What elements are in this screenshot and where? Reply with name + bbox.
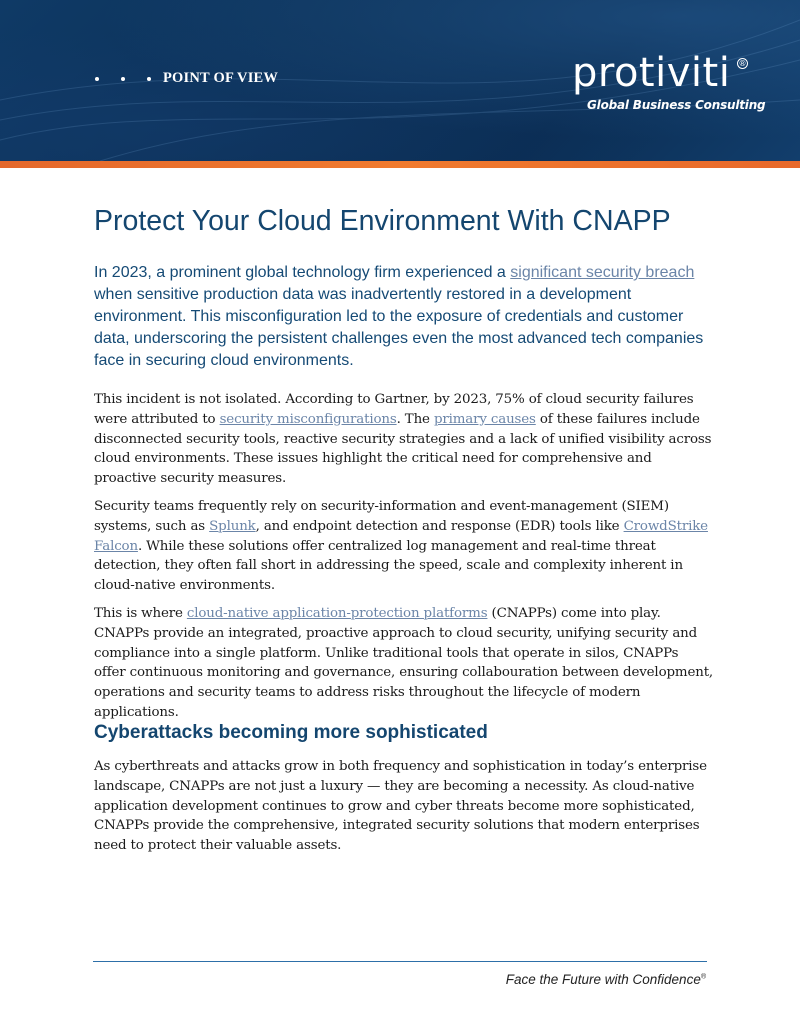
paragraph-text: , and endpoint detection and response (EDR) tools like [255,518,624,534]
accent-bar [0,161,800,168]
security-misconfigurations-link[interactable]: security misconfigurations [219,411,397,427]
significant-breach-link[interactable]: significant security breach [510,264,695,281]
paragraph-text: This is where [94,606,187,621]
intro-paragraph [94,262,709,372]
logo-tagline: Global Business Consulting [587,98,766,112]
paragraph-text: . While these solutions offer centralized log management and real-time threat detection, they often fall short in addressing the speed, scale and complexity inherent in cloud-native environments. [94,538,683,594]
bullet-dot-icon [147,77,151,81]
page-title: Protect Your Cloud Environment With CNAPP [94,205,671,237]
paragraph-text: (CNAPPs) come into play. CNAPPs provide an integrated, proactive approach to cloud security, unifying security and compliance into a single platform. Unlike traditional tools that operate in silos, CNAPPs offer continuous monitoring and governance, ensuring collabouration between development, operations and security teams to address risks throughout the lifecycle of modern applications. [94,606,714,720]
cnapp-link[interactable]: cloud-native application-protection platforms [186,606,488,621]
bullet-dot-icon [95,77,99,81]
registered-mark: ® [738,59,747,68]
intro-text: when sensitive production data was inadvertently restored in a development environment. This misconfiguration led to the exposure of credentials and customer data, underscoring the persistent challenges even the most advanced tech companies face in securing cloud environments. [94,286,704,369]
paragraph-4: As cyberthreats and attacks grow in both frequency and sophistication in today’s enterprise landscape, CNAPPs are not just a luxury — they are becoming a necessity. As cloud-native application development continues to grow and cyber threats become more sophisticated, CNAPPs provide the comprehensive, integrated security solutions that modern enterprises need to protect their valuable assets. [94,759,707,854]
pov-text: POINT OF VIEW [163,70,279,86]
primary-causes-link[interactable]: primary causes [433,411,536,427]
paragraph-text: Security teams frequently rely on security-information and event-management (SIEM) systems, such as [94,499,669,534]
section-heading: Cyberattacks becoming more sophisticated [94,722,488,743]
paragraph-2 [94,497,714,596]
logo-wordmark: protiviti [572,50,731,96]
paragraph-text: This incident is not isolated. According to Gartner, by 2023, 75% of cloud security failures were attributed to [94,392,694,427]
footer-registered-mark: ® [700,973,706,981]
paragraph-1 [94,390,714,489]
footer-divider [93,961,707,962]
intro-text: In 2023, a prominent global technology firm experienced a [94,264,511,281]
splunk-link[interactable]: Splunk [209,518,256,534]
point-of-view-label [95,70,278,87]
paragraph-text: . The [396,411,434,427]
crowdstrike-falcon-link[interactable]: CrowdStrike Falcon [94,518,708,554]
header-banner [0,0,800,161]
protiviti-logo [572,50,766,120]
footer-tagline [506,972,706,987]
footer-tagline-text: Face the Future with Confidence [505,972,701,987]
paragraph-text: of these failures include disconnected security tools, reactive security strategies and a lack of unified visibility across cloud environments. These issues highlight the critical need for comprehensive and proactive security measures. [94,411,712,487]
bullet-dot-icon [121,77,125,81]
paragraph-3 [94,604,714,723]
